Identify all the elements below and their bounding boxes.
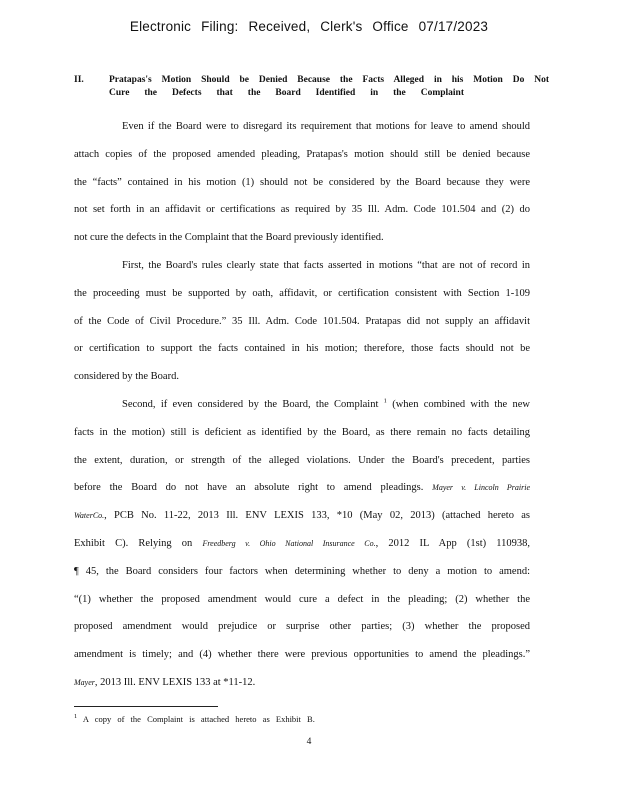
body-line: facts in the motion) still is deficient as identified by the Board, as there remain no facts detailing	[74, 426, 530, 438]
case-citation-italic: Freedberg v. Ohio National Insurance Co.	[202, 538, 376, 548]
body-text	[74, 113, 530, 697]
body-segment: , PCB No. 11-22, 2013 Ill. ENV LEXIS 133, *10 (May 02, 2013) (attached hereto as	[104, 510, 530, 522]
body-line: of the Code of Civil Procedure.” 35 Ill. Adm. Code 101.504. Pratapas did not supply an affidavit	[74, 315, 530, 327]
case-citation-italic: Mayer v. Lincoln Prairie	[432, 483, 531, 493]
body-line: the extent, duration, or strength of the alleged violations. Under the Board's precedent, parties	[74, 454, 530, 466]
footnote-text: A copy of the Complaint is attached hereto as Exhibit B.	[82, 714, 315, 724]
footnote-marker: 1	[74, 713, 78, 721]
body-line: proposed amendment would prejudice or surprise other parties; (3) whether the proposed	[74, 621, 530, 633]
body-line: not cure the defects in the Complaint that the Board previously identified.	[74, 232, 384, 244]
footnote-reference: 1	[383, 397, 387, 405]
section-title-line-2: Cure the Defects that the Board Identified in the Complaint	[109, 88, 464, 98]
body-line: First, the Board's rules clearly state that facts asserted in motions “that are not of record in	[122, 259, 530, 271]
body-line: considered by the Board.	[74, 371, 179, 383]
body-line: “(1) whether the proposed amendment would cure a defect in the pleading; (2) whether the	[74, 593, 530, 605]
footnote	[74, 714, 334, 724]
page-number: 4	[306, 737, 312, 747]
body-line	[74, 474, 530, 502]
body-line: or certification to support the facts contained in his motion; therefore, those facts should not be	[74, 343, 530, 355]
body-line	[74, 669, 530, 697]
body-segment: before the Board do not have an absolute right to amend pleadings.	[74, 482, 424, 494]
body-segment: , 2012 IL App (1st) 110938,	[375, 537, 531, 549]
footnote-separator	[74, 706, 218, 707]
body-segment: , 2013 Ill. ENV LEXIS 133 at *11-12.	[94, 676, 256, 688]
body-line: the “facts” contained in his motion (1) should not be considered by the Board because they were	[74, 176, 530, 188]
body-segment: Second, if even considered by the Board, the Complaint	[122, 398, 379, 410]
body-segment: (when combined with the new	[392, 398, 531, 410]
body-line: the proceeding must be supported by oath, affidavit, or certification consistent with Section 1-109	[74, 287, 530, 299]
body-line: amendment is timely; and (4) whether there were previous opportunities to amend the pleadings.”	[74, 649, 530, 661]
section-title-line-1: Pratapas's Motion Should be Denied Because the Facts Alleged in his Motion Do Not	[109, 75, 549, 85]
body-line	[74, 502, 530, 530]
body-segment: Exhibit C). Relying on	[74, 537, 193, 549]
body-line	[74, 391, 530, 419]
body-line: ¶ 45, the Board considers four factors when determining whether to deny a motion to amend:	[74, 565, 530, 577]
section-number: II.	[74, 75, 84, 85]
filing-stamp-header: Electronic Filing: Received, Clerk's Office 07/17/2023	[129, 19, 489, 34]
body-line: attach copies of the proposed amended pleading, Pratapas's motion should still be denied because	[74, 148, 530, 160]
case-citation-italic: WaterCo.	[74, 511, 105, 521]
body-line	[74, 530, 530, 558]
body-line: Even if the Board were to disregard its requirement that motions for leave to amend should	[122, 121, 530, 132]
case-citation-italic: Mayer	[74, 677, 95, 687]
body-line: not set forth in an affidavit or certifications as required by 35 Ill. Adm. Code 101.504 and (2) do	[74, 204, 530, 216]
